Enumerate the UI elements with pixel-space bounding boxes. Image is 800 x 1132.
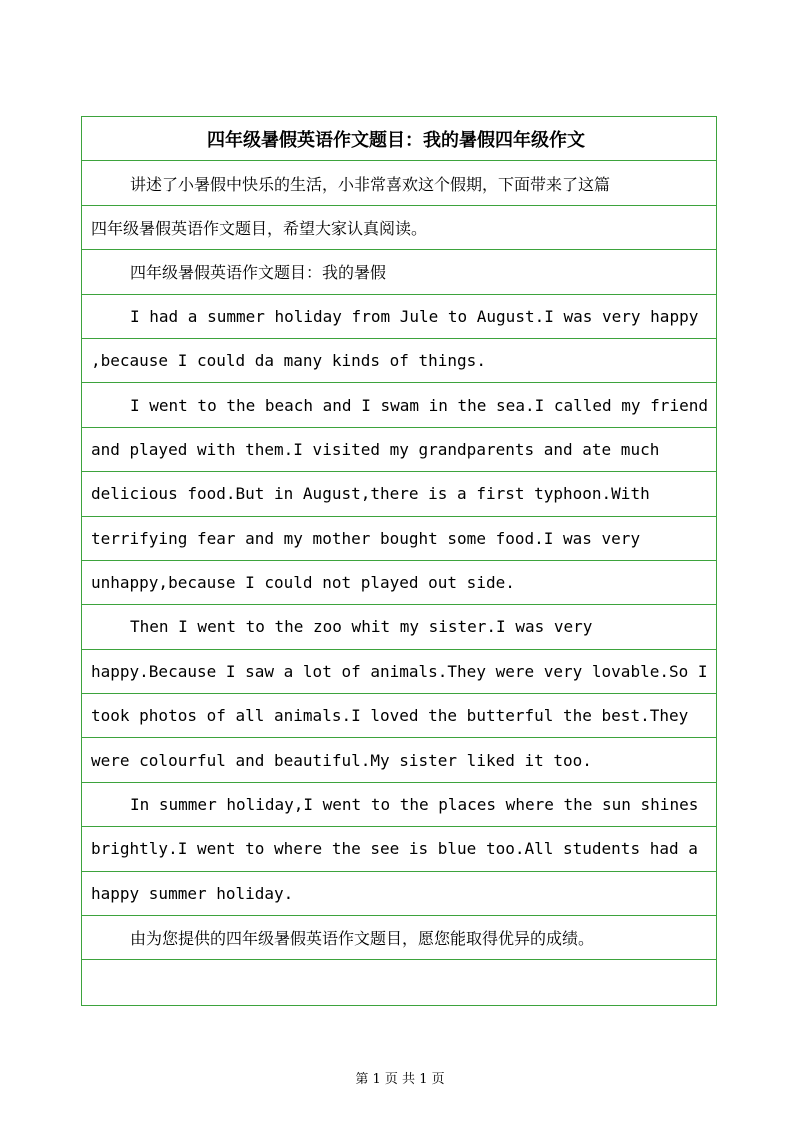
text-line-16: brightly.I went to where the see is blue too.All students had a: [82, 827, 716, 871]
text-line-14: were colourful and beautiful.My sister liked it too.: [82, 738, 716, 782]
page-number: 第 1 页 共 1 页: [355, 1072, 445, 1087]
text-line-4: I had a summer holiday from Jule to August.I was very happy: [82, 295, 716, 339]
text-line-7: and played with them.I visited my grandparents and ate much: [82, 428, 716, 472]
empty-row: [82, 960, 716, 1004]
text-line-11: Then I went to the zoo whit my sister.I was very: [82, 605, 716, 649]
text-line-1: 讲述了小暑假中快乐的生活，小非常喜欢这个假期，下面带来了这篇: [82, 161, 716, 205]
text-line-17: happy summer holiday.: [82, 872, 716, 916]
document-table: [81, 116, 717, 1006]
text-line-2: 四年级暑假英语作文题目，希望大家认真阅读。: [82, 206, 716, 250]
text-line-6: I went to the beach and I swam in the sea.I called my friend: [82, 383, 716, 427]
text-line-3: 四年级暑假英语作文题目：我的暑假: [82, 250, 716, 294]
text-line-15: In summer holiday,I went to the places where the sun shines: [82, 783, 716, 827]
text-line-13: took photos of all animals.I loved the butterful the best.They: [82, 694, 716, 738]
text-line-8: delicious food.But in August,there is a first typhoon.With: [82, 472, 716, 516]
text-line-9: terrifying fear and my mother bought some food.I was very: [82, 517, 716, 561]
text-line-5: ,because I could da many kinds of things.: [82, 339, 716, 383]
text-line-10: unhappy,because I could not played out side.: [82, 561, 716, 605]
text-line-18: 由为您提供的四年级暑假英语作文题目，愿您能取得优异的成绩。: [82, 916, 716, 960]
text-line-12: happy.Because I saw a lot of animals.They were very lovable.So I: [82, 650, 716, 694]
document-title: 四年级暑假英语作文题目：我的暑假四年级作文: [82, 117, 716, 161]
